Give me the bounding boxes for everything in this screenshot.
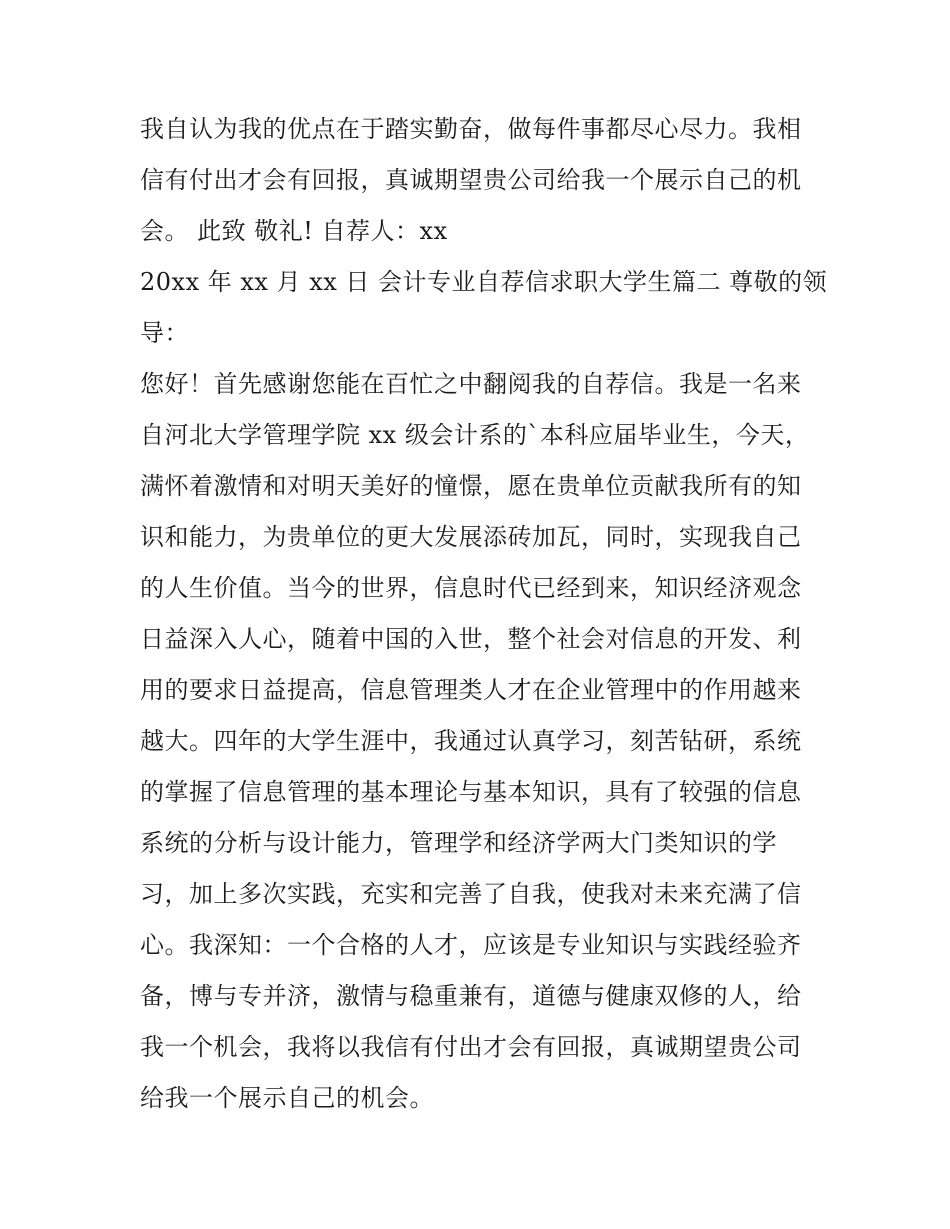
text-line: 系统的分析与设计能力，管理学和经济学两大门类知识的学 xyxy=(140,829,777,857)
text-line: 我一个机会，我将以我信有付出才会有回报，真诚期望贵公司 xyxy=(140,1033,802,1061)
text-line: 的掌握了信息管理的基本理论与基本知识，具有了较强的信息 xyxy=(140,778,802,806)
text-line: 自河北大学管理学院 xx 级会计系的`本科应届毕业生，今天， xyxy=(140,421,810,449)
text-line: 给我一个展示自己的机会。 xyxy=(140,1084,434,1112)
text-line: 会。 此致 敬礼! 自荐人：xx xyxy=(140,217,448,245)
text-line: 备，博与专并济，激情与稳重兼有，道德与健康双修的人，给 xyxy=(140,982,802,1010)
text-line: 日益深入人心，随着中国的入世，整个社会对信息的开发、利 xyxy=(140,625,802,653)
text-line: 信有付出才会有回报，真诚期望贵公司给我一个展示自己的机 xyxy=(140,166,802,194)
text-line: 习，加上多次实践，充实和完善了自我，使我对未来充满了信 xyxy=(140,880,802,908)
text-line: 用的要求日益提高，信息管理类人才在企业管理中的作用越来 xyxy=(140,676,802,704)
text-line: 越大。四年的大学生涯中，我通过认真学习，刻苦钻研，系统 xyxy=(140,727,802,755)
text-line: 您好！首先感谢您能在百忙之中翻阅我的自荐信。我是一名来 xyxy=(140,370,802,398)
text-line: 心。我深知：一个合格的人才，应该是专业知识与实践经验齐 xyxy=(140,931,802,959)
text-line: 满怀着激情和对明天美好的憧憬，愿在贵单位贡献我所有的知 xyxy=(140,472,802,500)
text-line: 导： xyxy=(140,319,189,347)
document-body xyxy=(140,104,828,1124)
text-line: 的人生价值。当今的世界，信息时代已经到来，知识经济观念 xyxy=(140,574,802,602)
text-line: 20xx 年 xx 月 xx 日 会计专业自荐信求职大学生篇二 尊敬的领 xyxy=(140,268,828,296)
text-line: 我自认为我的优点在于踏实勤奋，做每件事都尽心尽力。我相 xyxy=(140,115,802,143)
text-line: 识和能力，为贵单位的更大发展添砖加瓦，同时，实现我自己 xyxy=(140,523,802,551)
